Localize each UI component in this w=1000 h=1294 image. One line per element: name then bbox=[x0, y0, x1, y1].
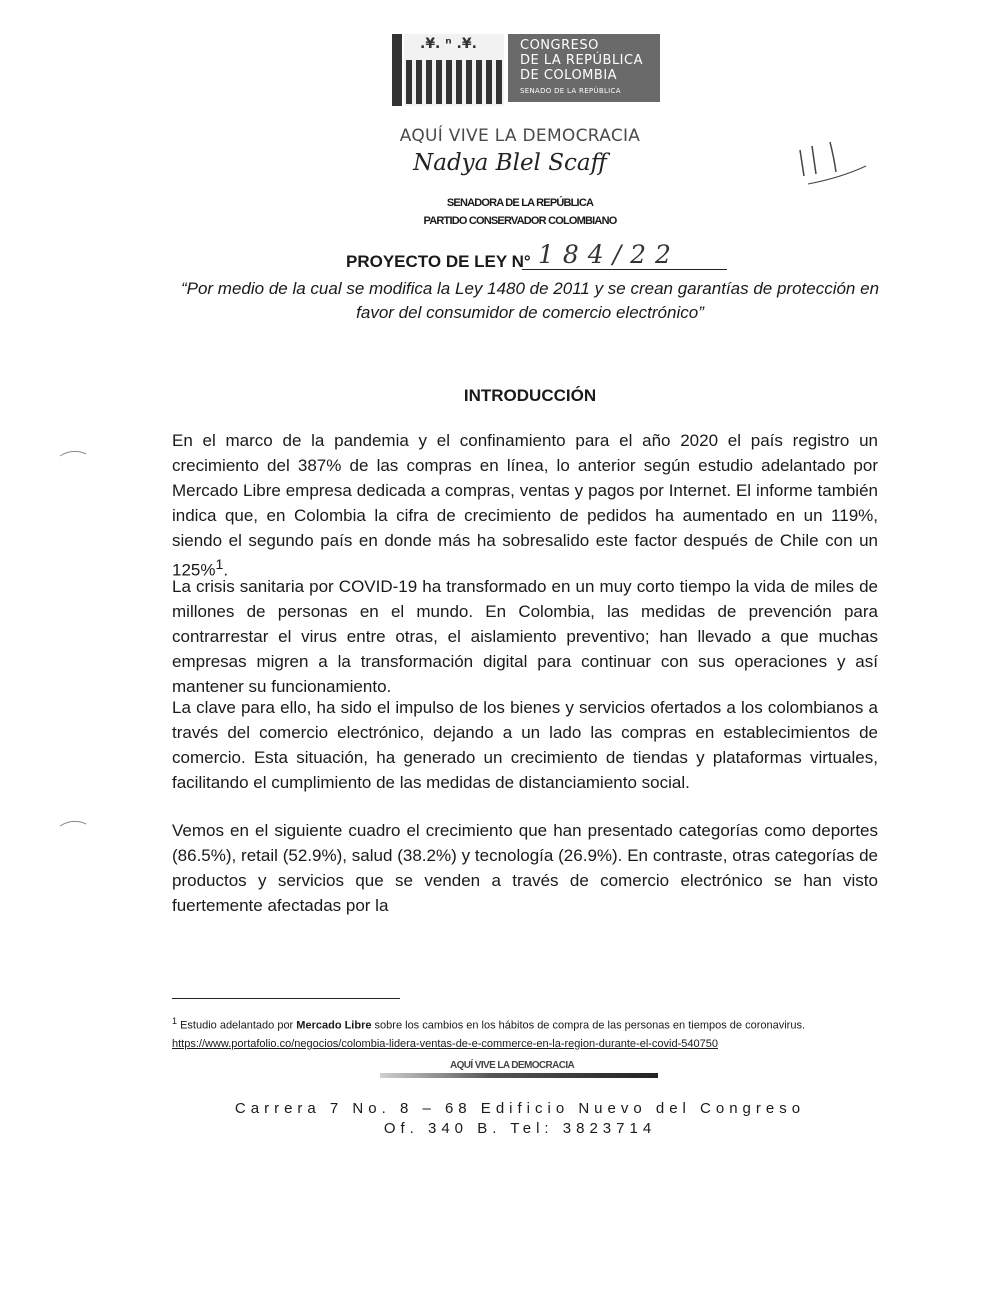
bill-title: “Por medio de la cual se modifica la Ley 1480 de 2011 y se crean garantías de protección en favor del consumidor de comercio electrónico” bbox=[180, 279, 880, 322]
footnote-text: sobre los cambios en los hábitos de compra de las personas en tiempos de coronavirus. bbox=[374, 1019, 806, 1032]
footnote-ref: 1 bbox=[215, 557, 224, 573]
footnote-rule bbox=[172, 998, 400, 999]
logo-line: CONGRESO bbox=[520, 38, 599, 53]
bill-label: PROYECTO DE LEY N° bbox=[346, 252, 531, 271]
header-tagline: AQUÍ VIVE LA DEMOCRACIA bbox=[399, 126, 641, 146]
paragraph-1: En el marco de la pandemia y el confinamiento para el año 2020 el país registro un crecimiento del 387% de las compras en línea, lo anterior según estudio adelantado por Mercado Libre empresa dedicada a compras, ventas y pagos por Internet. El informe también indica que, en Colombia la cifra de crecimiento de pedidos ha aumentado en un 119%, siendo el segundo país en donde más ha sobresalido este factor después de Chile con un 125%$^1$. bbox=[172, 431, 878, 580]
senator-title-block bbox=[300, 194, 740, 230]
footnote-link[interactable]: https://www.portafolio.co/negocios/colombia-lidera-ventas-de-e-commerce-en-la-region-durante-el-covid-540750 bbox=[172, 1037, 718, 1050]
bill-number-line bbox=[522, 269, 727, 270]
address-line-2: Of. 340 B. Tel: 3823714 bbox=[383, 1120, 657, 1137]
footer-banner bbox=[380, 1060, 658, 1084]
capitol-building-icon bbox=[390, 30, 510, 108]
footnote-bold: Mercado Libre bbox=[296, 1019, 372, 1032]
logo-text-box bbox=[508, 34, 660, 102]
svg-text:.¥. ⁿ .¥.: .¥. ⁿ .¥. bbox=[420, 36, 477, 52]
footnote-text: Estudio adelantado por bbox=[180, 1019, 294, 1032]
footer-address bbox=[200, 1099, 840, 1139]
paragraph-1-text: En el marco de la pandemia y el confinamiento para el año 2020 el país registro un crecimiento del 387% de las compras en línea, lo anterior según estudio adelantado por Mercado Libre empresa dedicada a compras, ventas y pagos por Internet. El informe también indica que, en Colombia la cifra de crecimiento de pedidos ha aumentado en un 119%, siendo el segundo país en donde más ha sobresalido este factor después de Chile con un 125% bbox=[172, 431, 878, 580]
section-heading: INTRODUCCIÓN bbox=[463, 386, 597, 405]
senator-role: SENADORA DE LA REPÚBLICA bbox=[446, 197, 594, 209]
footnote bbox=[172, 1012, 878, 1053]
handwritten-corner-mark bbox=[790, 138, 870, 188]
footer-tagline: AQUÍ VIVE LA DEMOCRACIA bbox=[450, 1060, 575, 1071]
congress-logo bbox=[390, 30, 662, 108]
paragraph-2: La crisis sanitaria por COVID-19 ha transformado en un muy corto tiempo la vida de miles de millones de personas en el mundo. En Colombia, las medidas de prevención para contrarrestar el virus entre otras, el aislamiento preventivo; han llevado a que muchas empresas migren a la transformación digital para continuar con sus operaciones y así mantener su funcionamiento. bbox=[172, 577, 878, 696]
footnote-marker: 1 bbox=[172, 1016, 178, 1026]
paragraph-4: Vemos en el siguiente cuadro el crecimiento que han presentado categorías como deportes (86.5%), retail (52.9%), salud (38.2%) y tecnología (26.9%). En contraste, otras categorías de productos y servicios que se venden a través de comercio electrónico se han visto fuertemente afectadas por la bbox=[172, 821, 878, 915]
logo-line: DE COLOMBIA bbox=[520, 68, 618, 83]
senator-signature-name: Nadya Blel Scaff bbox=[413, 150, 607, 176]
footer-gradient-bar bbox=[380, 1073, 658, 1078]
party-name: PARTIDO CONSERVADOR COLOMBIANO bbox=[423, 215, 617, 227]
address-line-1: Carrera 7 No. 8 – 68 Edificio Nuevo del Congreso bbox=[234, 1100, 806, 1117]
margin-mark bbox=[58, 818, 88, 828]
bill-number-handwritten: 184/22 bbox=[538, 240, 680, 269]
paragraph-3: La clave para ello, ha sido el impulso de los bienes y servicios ofertados a los colombianos a través del comercio electrónico, dejando a un lado las compras en establecimientos de comercio. Esta situación, ha generado un crecimiento de tiendas y plataformas virtuales, facilitando el cumplimiento de las medidas de distanciamiento social. bbox=[172, 698, 878, 792]
logo-line-small: SENADO DE LA REPÚBLICA bbox=[520, 87, 621, 95]
logo-line: DE LA REPÚBLICA bbox=[520, 53, 643, 68]
margin-mark bbox=[58, 448, 88, 458]
